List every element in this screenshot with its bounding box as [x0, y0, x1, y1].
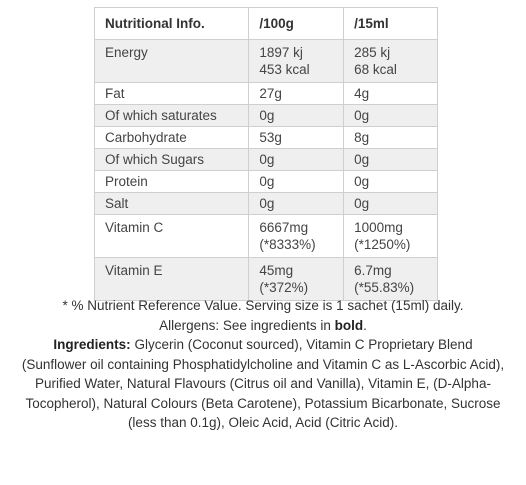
nutrient-name: Protein [95, 171, 249, 193]
value-per-100g-line: 6667mg [259, 220, 309, 235]
table-header-row [95, 8, 438, 40]
nrv-note: * % Nutrient Reference Value. Serving size is 1 sachet (15ml) daily. [62, 298, 464, 313]
header-per-100g: /100g [249, 8, 344, 40]
value-per-100g-line: 0g [259, 174, 275, 189]
nutrient-name: Salt [95, 193, 249, 215]
ingredients-text: Glycerin (Coconut sourced), Vitamin C Proprietary Blend (Sunflower oil containing Phosphatidylcholine and Vitamin C as L-Ascorbic Acid), Purified Water, Natural Flavours (Citrus oil and Vanilla), Vitamin E, (D-Alpha-Tocopherol), Natural Colours (Beta Carotene), Potassium Bicarbonate, Sucrose (less than 0.1g), Oleic Acid, Acid (Citric Acid). [21, 337, 505, 430]
table-row [95, 127, 438, 149]
table-row [95, 215, 438, 258]
value-per-15ml-line: 8g [354, 130, 370, 145]
nutrient-name: Of which saturates [95, 105, 249, 127]
nutrient-name: Energy [95, 40, 249, 83]
value-per-100g-line: 453 kcal [259, 62, 310, 77]
nutrient-name: Carbohydrate [95, 127, 249, 149]
value-per-15ml-line: 0g [354, 196, 370, 211]
nutrient-name: Of which Sugars [95, 149, 249, 171]
value-per-15ml-line: 285 kj [354, 45, 391, 60]
table-row [95, 105, 438, 127]
value-per-100g [249, 171, 344, 193]
value-per-15ml [344, 83, 438, 105]
table-row [95, 149, 438, 171]
table-row [95, 171, 438, 193]
value-per-15ml [344, 215, 438, 258]
value-per-15ml [344, 258, 438, 301]
value-per-100g-line: 0g [259, 108, 275, 123]
value-per-15ml-line: 0g [354, 174, 370, 189]
value-per-100g [249, 105, 344, 127]
value-per-100g [249, 40, 344, 83]
allergens-note [20, 316, 506, 336]
table-row [95, 193, 438, 215]
value-per-100g-line: 1897 kj [259, 45, 303, 60]
nutrient-name: Vitamin E [95, 258, 249, 301]
value-per-15ml-line: 0g [354, 152, 370, 167]
value-per-15ml [344, 171, 438, 193]
value-per-15ml-line: 4g [354, 86, 370, 101]
value-per-100g [249, 149, 344, 171]
value-per-15ml-line: 6.7mg [354, 263, 392, 278]
value-per-100g-line: (*372%) [259, 280, 309, 295]
value-per-100g-line: 45mg [259, 263, 294, 278]
value-per-100g-line: (*8333%) [259, 237, 316, 252]
nutrition-table [94, 7, 438, 301]
table-body [95, 40, 438, 301]
value-per-100g [249, 83, 344, 105]
table-row [95, 258, 438, 301]
value-per-15ml [344, 149, 438, 171]
value-per-15ml-line: (*1250%) [354, 237, 411, 252]
value-per-100g-line: 0g [259, 196, 275, 211]
value-per-15ml [344, 105, 438, 127]
value-per-100g [249, 127, 344, 149]
allergens-bold-word: bold [334, 317, 364, 333]
value-per-15ml [344, 127, 438, 149]
nutrient-name: Fat [95, 83, 249, 105]
value-per-100g [249, 215, 344, 258]
value-per-15ml-line: 68 kcal [354, 62, 397, 77]
value-per-15ml [344, 40, 438, 83]
label-footnote [20, 296, 506, 433]
ingredients-list [20, 335, 506, 433]
value-per-100g [249, 258, 344, 301]
allergens-prefix: Allergens: See ingredients in [159, 317, 335, 333]
header-nutrient: Nutritional Info. [95, 8, 249, 40]
header-per-15ml: /15ml [344, 8, 438, 40]
table-row [95, 40, 438, 83]
value-per-100g-line: 53g [259, 130, 282, 145]
table-row [95, 83, 438, 105]
value-per-100g-line: 27g [259, 86, 282, 101]
value-per-15ml-line: (*55.83%) [354, 280, 415, 295]
ingredients-label: Ingredients: [53, 337, 131, 352]
value-per-15ml-line: 0g [354, 108, 370, 123]
value-per-100g-line: 0g [259, 152, 275, 167]
value-per-15ml-line: 1000mg [354, 220, 403, 235]
value-per-100g [249, 193, 344, 215]
allergens-suffix: . [363, 317, 367, 333]
value-per-15ml [344, 193, 438, 215]
nutrient-name: Vitamin C [95, 215, 249, 258]
